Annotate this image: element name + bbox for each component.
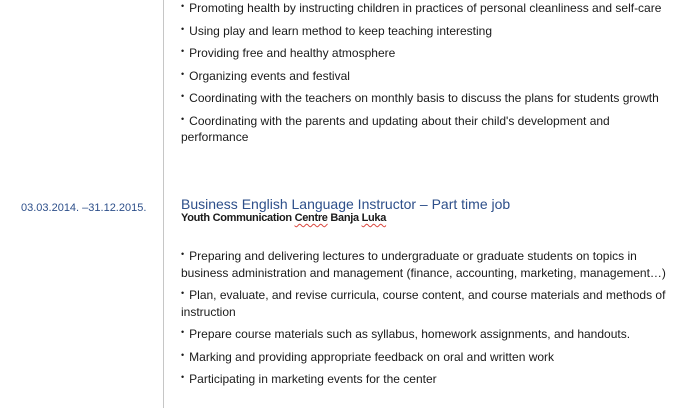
list-item: • Organizing events and festival — [181, 66, 673, 85]
column-divider — [163, 0, 164, 408]
bullet-icon: • — [181, 288, 185, 298]
bullet-icon: • — [181, 372, 185, 382]
bullet-icon: • — [181, 68, 185, 79]
job-title: Business English Language Instructor – Part time job — [181, 196, 511, 212]
list-item: • Participating in marketing events for the center — [181, 369, 673, 388]
duties-list-instructor-job — [181, 246, 673, 392]
employer-name: Youth Communication Centre Banja Luka — [181, 212, 387, 224]
list-item: • Coordinating with the teachers on monthly basis to discuss the plans for students growth — [181, 88, 673, 107]
bullet-icon: • — [181, 23, 185, 34]
bullet-icon: • — [181, 327, 185, 337]
bullet-icon: • — [181, 349, 185, 360]
bullet-icon: • — [181, 113, 185, 124]
duties-list-previous-job — [181, 0, 673, 150]
list-item: • Marking and providing appropriate feedback on oral and written work — [181, 347, 673, 366]
list-item: • Promoting health by instructing children in practices of personal cleanliness and self-care — [181, 0, 673, 17]
employment-date-range: 03.03.2014. –31.12.2015. — [21, 202, 147, 214]
bullet-icon: • — [181, 249, 185, 259]
list-item: • Using play and learn method to keep teaching interesting — [181, 21, 673, 40]
bullet-icon: • — [181, 1, 185, 11]
list-item: • Prepare course materials such as syllabus, homework assignments, and handouts. — [181, 324, 673, 343]
list-item: • Preparing and delivering lectures to undergraduate or graduate students on topics in business administration and management (finance, accounting, marketing, management…) — [181, 246, 673, 281]
list-item: • Plan, evaluate, and revise curricula, course content, and course materials and methods of instruction — [181, 285, 673, 320]
bullet-icon: • — [181, 91, 185, 101]
list-item: • Coordinating with the parents and updating about their child's development and performance — [181, 111, 673, 146]
bullet-icon: • — [181, 46, 185, 56]
list-item: • Providing free and healthy atmosphere — [181, 43, 673, 62]
